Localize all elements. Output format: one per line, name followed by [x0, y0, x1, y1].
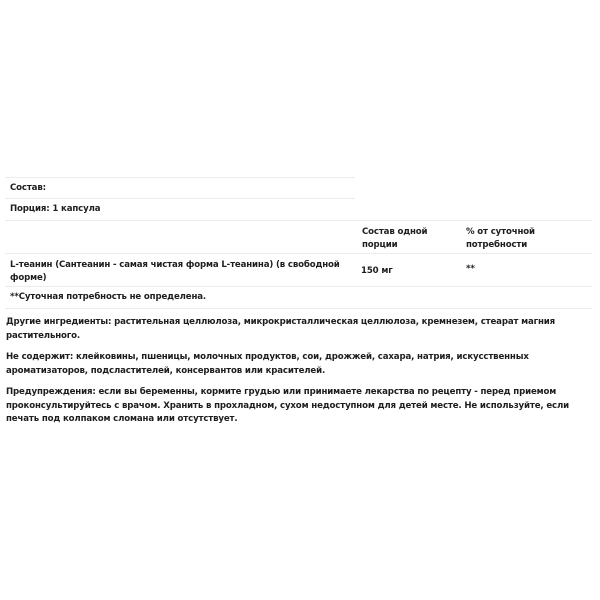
table-row [5, 253, 592, 286]
amount-column-header: Состав одной порции [362, 227, 428, 250]
footnote-row [5, 286, 592, 308]
ingredient-name: L-теанин (Сантеанин - самая чистая форма L-теанина) (в свободной форме) [10, 260, 340, 283]
table-bottom-divider [5, 308, 592, 309]
serving-row [5, 198, 355, 220]
ingredient-dv: ** [466, 264, 475, 274]
dv-column-header: % от суточной потребности [466, 227, 535, 250]
other-ingredients: Другие ингредиенты: растительная целлюлоза, микрокристаллическая целлюлоза, кремнезем, стеарат магния растительного. [6, 317, 556, 341]
table-title: Состав: [10, 183, 46, 193]
title-row [5, 177, 355, 198]
does-not-contain: Не содержит: клейковины, пшеницы, молочных продуктов, сои, дрожжей, сахара, натрия, искусственных ароматизаторов, подсластителей, консервантов или красителей. [6, 352, 529, 376]
footnote: **Суточная потребность не определена. [10, 292, 206, 302]
header-row [5, 220, 592, 253]
ingredient-amount: 150 мг [361, 266, 393, 276]
warnings: Предупреждения: если вы беременны, кормите грудью или принимаете лекарства по рецепту - перед приемом проконсультируйтесь с врачом. Хранить в прохладном, сухом недоступном для детей месте. Не используйте, если печать под колпаком сломана или отсутствует. [6, 387, 569, 424]
serving-size: Порция: 1 капсула [10, 204, 101, 214]
